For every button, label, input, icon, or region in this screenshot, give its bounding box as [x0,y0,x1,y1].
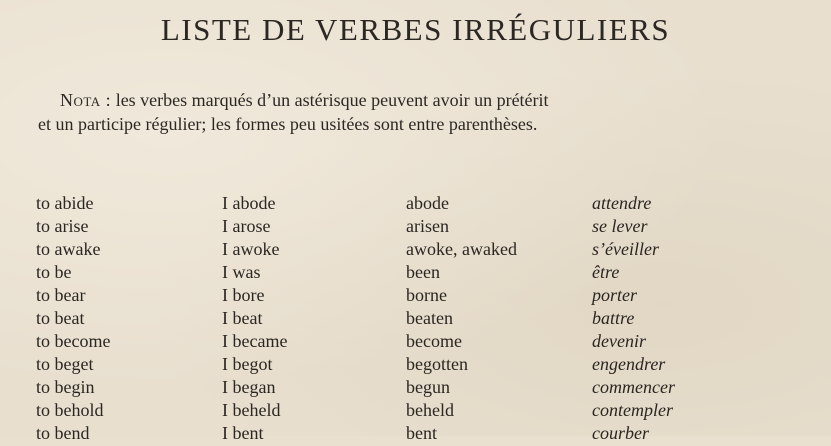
preterite: I beheld [222,400,281,420]
infinitive: to awake [36,239,101,259]
past-participle: become [406,331,462,351]
verb-row [0,308,831,331]
past-participle: beaten [406,308,453,328]
nota-label: Nota : [60,90,112,110]
past-participle: been [406,262,440,282]
preterite: I was [222,262,261,282]
verb-row [0,331,831,354]
past-participle: bent [406,423,437,443]
infinitive: to arise [36,216,89,236]
translation: courber [592,423,649,443]
verb-row [0,400,831,423]
preterite: I became [222,331,288,351]
verb-row [0,423,831,446]
preterite: I bent [222,423,264,443]
past-participle: begun [406,377,450,397]
translation: battre [592,308,635,328]
infinitive: to bear [36,285,86,305]
translation: porter [592,285,637,305]
translation: s’éveiller [592,239,659,259]
infinitive: to begin [36,377,95,397]
translation: devenir [592,331,646,351]
page-title: LISTE DE VERBES IRRÉGULIERS [160,12,671,47]
preterite: I begot [222,354,273,374]
verb-row [0,354,831,377]
infinitive: to abide [36,193,94,213]
verb-row [0,262,831,285]
preterite: I beat [222,308,263,328]
preterite: I arose [222,216,271,236]
past-participle: abode [406,193,449,213]
preterite: I began [222,377,276,397]
infinitive: to beget [36,354,94,374]
infinitive: to beat [36,308,85,328]
translation: se lever [592,216,648,236]
preterite: I bore [222,285,265,305]
past-participle: awoke, awaked [406,239,517,259]
past-participle: borne [406,285,447,305]
translation: contempler [592,400,673,420]
infinitive: to become [36,331,111,351]
preterite: I abode [222,193,276,213]
verb-row [0,193,831,216]
preterite: I awoke [222,239,280,259]
verb-row [0,377,831,400]
translation: commencer [592,377,675,397]
infinitive: to behold [36,400,104,420]
infinitive: to be [36,262,72,282]
nota-line-2: et un participe régulier; les formes peu usitées sont entre parenthèses. [38,114,538,134]
verb-row [0,239,831,262]
past-participle: arisen [406,216,449,236]
verb-row [0,216,831,239]
nota-line-1 [38,88,808,112]
translation: engendrer [592,354,666,374]
infinitive: to bend [36,423,90,443]
nota-paragraph [38,88,808,136]
past-participle: beheld [406,400,454,420]
translation: être [592,262,620,282]
verb-row [0,285,831,308]
past-participle: begotten [406,354,468,374]
translation: attendre [592,193,652,213]
nota-line-1-text: les verbes marqués d’un astérisque peuvent avoir un prétérit [111,90,549,110]
